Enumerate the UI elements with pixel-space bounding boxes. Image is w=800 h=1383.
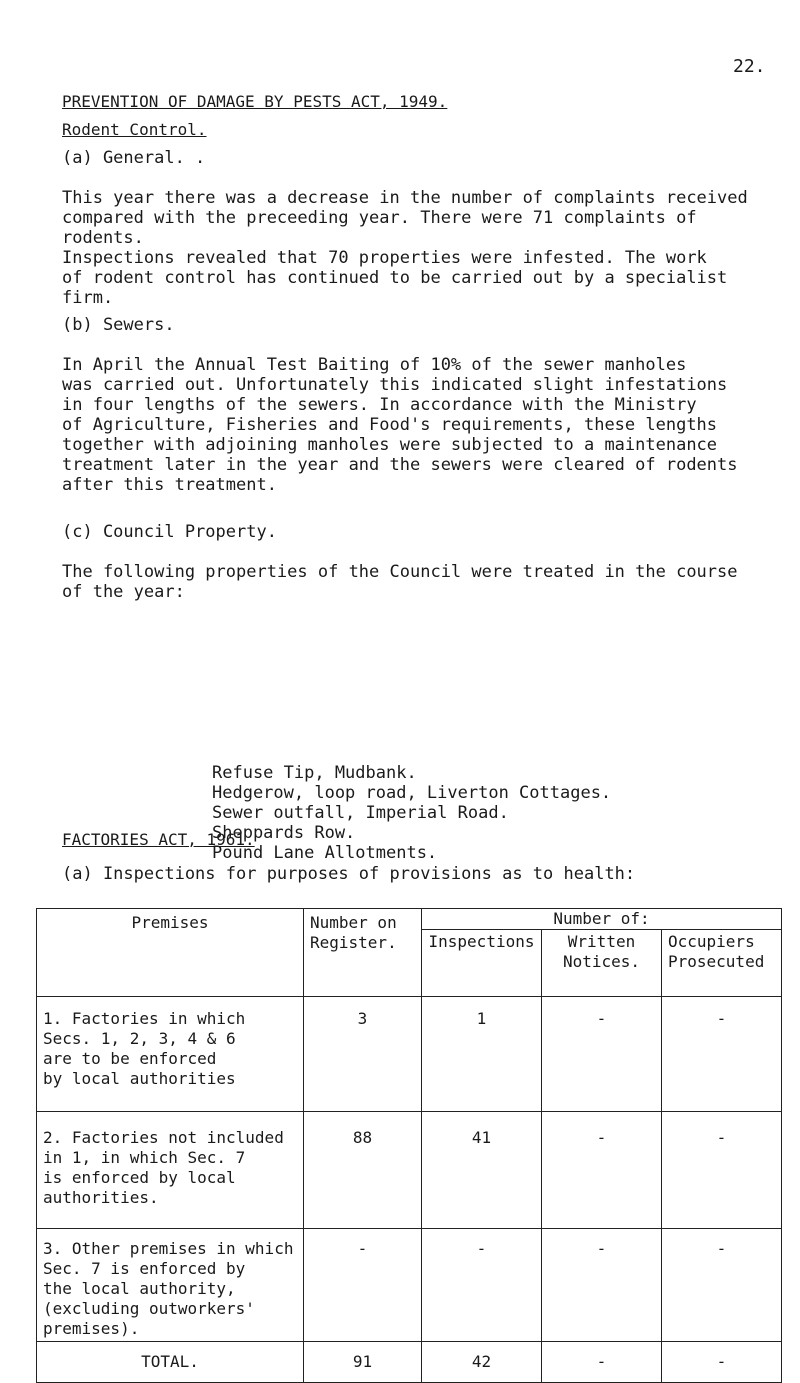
factories-act-heading: FACTORIES ACT, 1961. xyxy=(62,830,255,849)
property-item: Pound Lane Allotments. xyxy=(212,843,438,863)
total-register: 91 xyxy=(304,1342,422,1383)
council-property-list xyxy=(212,763,611,863)
row-premises: 1. Factories in which Secs. 1, 2, 3, 4 & 6 are to be enforced by local authorities xyxy=(37,997,304,1112)
rodent-control-heading: Rodent Control. xyxy=(62,120,207,139)
row-notices: - xyxy=(542,1112,662,1229)
property-item: Sheppards Row. xyxy=(212,823,356,843)
property-item: Sewer outfall, Imperial Road. xyxy=(212,803,509,823)
table-header-row xyxy=(37,909,782,930)
pests-act-heading: PREVENTION OF DAMAGE BY PESTS ACT, 1949. xyxy=(62,92,448,111)
header-premises: Premises xyxy=(37,909,304,997)
table-row xyxy=(37,1112,782,1229)
header-written-notices: Written Notices. xyxy=(542,930,662,997)
sewers-heading: (b) Sewers. xyxy=(62,315,175,335)
sewers-paragraph: In April the Annual Test Baiting of 10% of the sewer manholes was carried out. Unfortunately this indicated slight infestations in four lengths of the sewers. In accordance with the Ministry of Agriculture, Fisheries and Food's requirements, these lengths together with adjoining manholes were subjected to a maintenance treatment later in the year and the sewers were cleared of rodents after this treatment. xyxy=(62,355,738,495)
row-prosecuted: - xyxy=(662,1229,782,1342)
property-item: Refuse Tip, Mudbank. xyxy=(212,763,417,783)
total-notices: - xyxy=(542,1342,662,1383)
row-prosecuted: - xyxy=(662,997,782,1112)
table-row xyxy=(37,1229,782,1342)
page-number: 22. xyxy=(733,56,766,77)
row-inspections: 1 xyxy=(422,997,542,1112)
council-property-heading: (c) Council Property. xyxy=(62,522,277,542)
property-item: Hedgerow, loop road, Liverton Cottages. xyxy=(212,783,612,803)
row-notices: - xyxy=(542,997,662,1112)
row-register: 88 xyxy=(304,1112,422,1229)
row-register: 3 xyxy=(304,997,422,1112)
header-inspections: Inspections xyxy=(422,930,542,997)
row-premises: 3. Other premises in which Sec. 7 is enforced by the local authority, (excluding outworkers' premises). xyxy=(37,1229,304,1342)
header-occupiers-prosecuted: Occupiers Prosecuted xyxy=(662,930,782,997)
header-register: Number on Register. xyxy=(304,909,422,997)
general-heading: (a) General. . xyxy=(62,148,206,168)
row-notices: - xyxy=(542,1229,662,1342)
row-inspections: 41 xyxy=(422,1112,542,1229)
table-row xyxy=(37,997,782,1112)
row-register: - xyxy=(304,1229,422,1342)
header-number-of: Number of: xyxy=(422,909,782,930)
factories-intro: (a) Inspections for purposes of provisions as to health: xyxy=(62,864,636,884)
row-premises: 2. Factories not included in 1, in which Sec. 7 is enforced by local authorities. xyxy=(37,1112,304,1229)
total-prosecuted: - xyxy=(662,1342,782,1383)
row-prosecuted: - xyxy=(662,1112,782,1229)
inspections-table xyxy=(36,908,782,1383)
row-inspections: - xyxy=(422,1229,542,1342)
total-inspections: 42 xyxy=(422,1342,542,1383)
table-total-row xyxy=(37,1342,782,1383)
general-paragraph: This year there was a decrease in the number of complaints received compared with the preceeding year. There were 71 complaints of rodents. Inspections revealed that 70 properties were infested. The work of rodent control has continued to be carried out by a specialist firm. xyxy=(62,188,748,308)
total-label: TOTAL. xyxy=(37,1342,304,1383)
council-property-paragraph: The following properties of the Council were treated in the course of the year: xyxy=(62,562,738,602)
